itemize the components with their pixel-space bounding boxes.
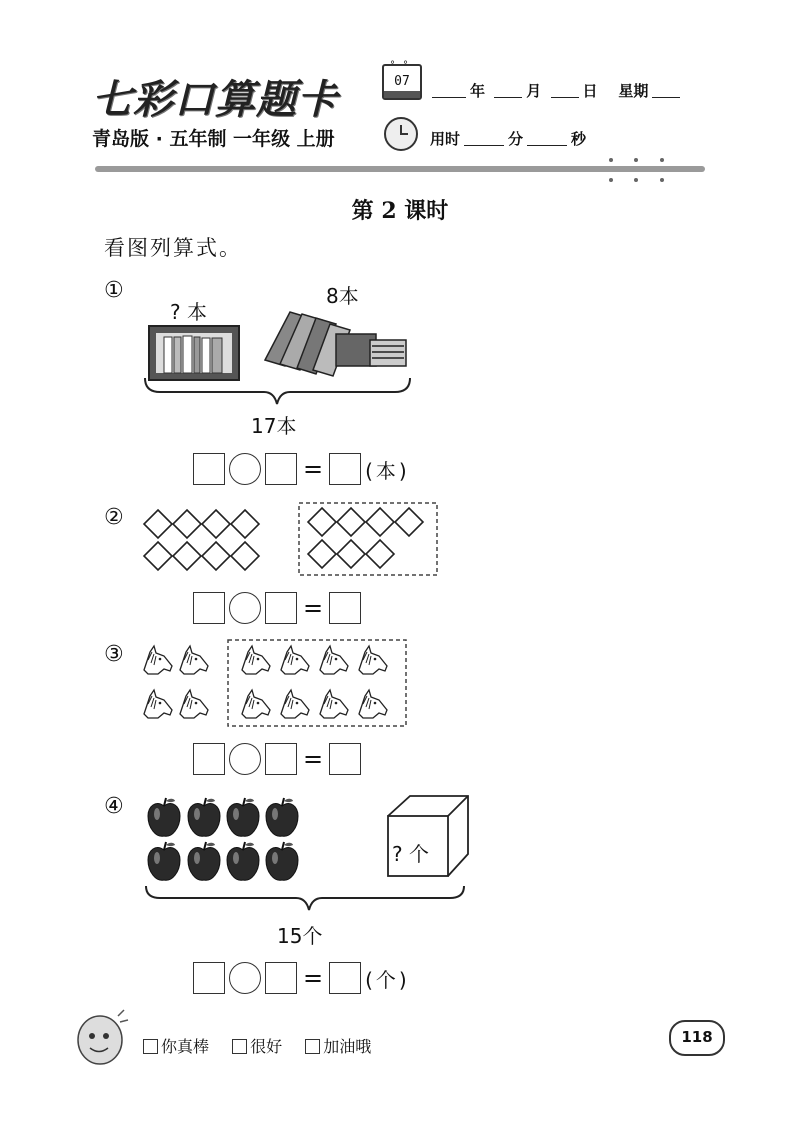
day-blank[interactable] xyxy=(551,83,579,98)
answer-box[interactable] xyxy=(193,592,225,624)
page-number: 118 xyxy=(669,1020,725,1056)
problem-1-number: ① xyxy=(104,278,124,303)
problem-1-answer-row xyxy=(193,452,410,486)
weekday-label: 星期 xyxy=(618,82,649,100)
problem-1-unknown-label: ? 本 xyxy=(170,300,207,324)
equals-sign: = xyxy=(303,964,324,992)
clock-icon xyxy=(384,117,418,151)
diamond-icon-group-right xyxy=(308,508,423,568)
operator-circle[interactable] xyxy=(229,453,261,485)
answer-box[interactable] xyxy=(193,962,225,994)
horse-icon-group-right xyxy=(242,646,387,718)
result-box[interactable] xyxy=(329,962,361,994)
operator-circle[interactable] xyxy=(229,743,261,775)
day-label: 日 xyxy=(582,82,598,100)
checkbox[interactable] xyxy=(232,1039,247,1054)
problem-1-known-label: 8本 xyxy=(326,284,359,308)
problem-2-diamonds-illustration xyxy=(140,500,440,580)
equals-sign: = xyxy=(303,745,324,773)
rating-label: 你真棒 xyxy=(161,1037,210,1056)
rating-option-keep-going[interactable] xyxy=(305,1037,371,1056)
problem-4-box-label: ? 个 xyxy=(392,842,429,866)
problem-3-answer-row xyxy=(193,742,361,776)
problem-2-answer-row xyxy=(193,591,361,625)
unit-label: (个) xyxy=(365,967,410,992)
answer-box[interactable] xyxy=(265,453,297,485)
time-label: 用时 xyxy=(430,130,461,148)
month-blank[interactable] xyxy=(494,83,522,98)
problem-1-total-label: 17本 xyxy=(251,414,297,438)
time-line xyxy=(430,128,586,149)
result-box[interactable] xyxy=(329,592,361,624)
edition-subtitle: 青岛版 · 五年制 一年级 上册 xyxy=(92,128,335,150)
problem-2-number: ② xyxy=(104,505,124,530)
rule-pin-icon xyxy=(660,158,664,182)
date-line xyxy=(428,80,684,101)
lesson-title: 第 2 课时 xyxy=(351,198,449,224)
result-box[interactable] xyxy=(329,453,361,485)
bookcase-icon xyxy=(149,326,239,380)
books-stack-icon xyxy=(265,312,406,376)
problem-4-number: ④ xyxy=(104,794,124,819)
answer-box[interactable] xyxy=(193,743,225,775)
problem-4-total-label: 15个 xyxy=(277,924,323,948)
seconds-blank[interactable] xyxy=(527,131,567,146)
seconds-label: 秒 xyxy=(571,130,587,148)
operator-circle[interactable] xyxy=(229,592,261,624)
brace-icon xyxy=(146,886,464,910)
rating-options xyxy=(143,1034,389,1057)
result-box[interactable] xyxy=(329,743,361,775)
minutes-blank[interactable] xyxy=(464,131,504,146)
problem-1-books-illustration xyxy=(140,300,420,420)
year-blank[interactable] xyxy=(432,83,466,98)
operator-circle[interactable] xyxy=(229,962,261,994)
answer-box[interactable] xyxy=(265,592,297,624)
brace-icon xyxy=(145,378,410,404)
horse-icon-group-left xyxy=(144,646,208,718)
checkbox[interactable] xyxy=(305,1039,320,1054)
diamond-icon-group-left xyxy=(144,510,259,570)
checkbox[interactable] xyxy=(143,1039,158,1054)
year-label: 年 xyxy=(470,82,486,100)
weekday-blank[interactable] xyxy=(652,83,680,98)
answer-box[interactable] xyxy=(265,962,297,994)
rule-pin-icon xyxy=(609,158,613,182)
instruction-text: 看图列算式。 xyxy=(104,236,242,260)
answer-box[interactable] xyxy=(265,743,297,775)
unit-label: (本) xyxy=(365,458,410,483)
rating-option-good[interactable] xyxy=(232,1037,282,1056)
calendar-day: 07 xyxy=(394,74,410,89)
equals-sign: = xyxy=(303,455,324,483)
problem-3-number: ③ xyxy=(104,642,124,667)
problem-3-horses-illustration xyxy=(136,636,411,731)
mascot-icon xyxy=(70,1008,132,1070)
minutes-label: 分 xyxy=(508,130,524,148)
header-rule xyxy=(95,166,705,172)
rating-label: 很好 xyxy=(250,1037,283,1056)
answer-box[interactable] xyxy=(193,453,225,485)
equals-sign: = xyxy=(303,594,324,622)
brand-logo: 七彩口算题卡 xyxy=(92,76,338,123)
month-label: 月 xyxy=(526,82,542,100)
rating-option-great[interactable] xyxy=(143,1037,209,1056)
problem-4-answer-row xyxy=(193,961,410,995)
rule-pin-icon xyxy=(634,158,638,182)
calendar-icon: °° 07 xyxy=(382,64,422,100)
rating-label: 加油哦 xyxy=(323,1037,372,1056)
apple-icon-group xyxy=(148,798,298,880)
